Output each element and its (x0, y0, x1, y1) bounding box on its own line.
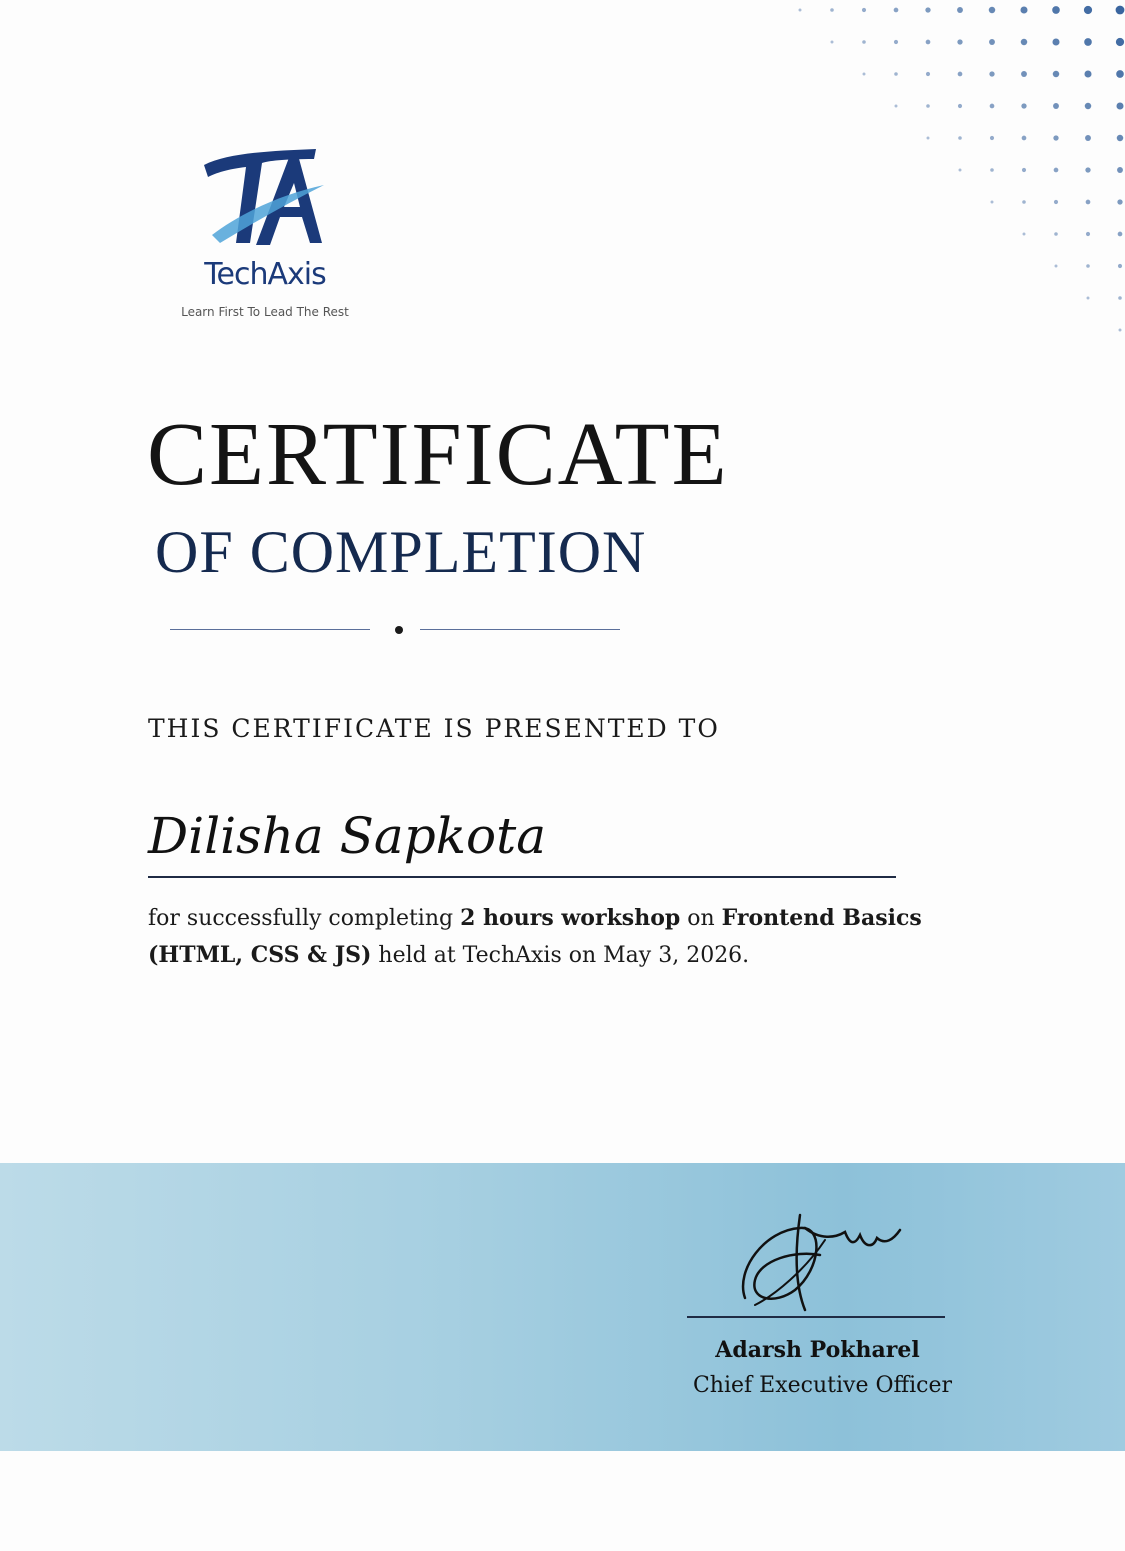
decorative-dot (1084, 6, 1092, 14)
description-text: for successfully completing (148, 906, 461, 931)
decorative-dot (1116, 70, 1124, 78)
decorative-dot (926, 72, 930, 76)
decorative-dot (1086, 264, 1090, 268)
decorative-dot (957, 39, 962, 44)
title-divider (170, 620, 630, 640)
logo-name: TechAxis (204, 257, 326, 292)
company-logo (150, 145, 380, 330)
description-text: held at TechAxis on May 3, 2026. (371, 943, 750, 968)
decorative-dot (1054, 200, 1058, 204)
decorative-dot (1117, 135, 1123, 141)
decorative-dot (1053, 135, 1058, 140)
decorative-dot (959, 169, 962, 172)
decorative-dot (894, 40, 898, 44)
decorative-dot (1117, 199, 1122, 204)
decorative-dot (1021, 103, 1026, 108)
divider-dot (395, 626, 403, 634)
signature-image (725, 1210, 915, 1315)
decorative-dot (925, 7, 930, 12)
certificate-title: CERTIFICATE (147, 405, 729, 504)
decorative-dot (1022, 168, 1026, 172)
certificate-subtitle: OF COMPLETION (155, 519, 647, 585)
decorative-dot (1119, 329, 1122, 332)
decorative-dot (894, 8, 899, 13)
decorative-dot (1085, 103, 1091, 109)
decorative-dot (1022, 136, 1027, 141)
decorative-dot (958, 104, 962, 108)
decorative-dot (989, 7, 995, 13)
decorative-dot (1087, 297, 1090, 300)
decorative-dot (1052, 38, 1059, 45)
decorative-dot (990, 104, 995, 109)
decorative-dot (1085, 135, 1091, 141)
decorative-dot (1084, 38, 1092, 46)
signer-title: Chief Executive Officer (692, 1373, 953, 1398)
decorative-dot (990, 136, 994, 140)
decorative-dot (1084, 70, 1091, 77)
decorative-dot (863, 73, 866, 76)
divider-line-right (420, 629, 620, 630)
decorative-dot (1118, 296, 1122, 300)
decorative-dot (895, 105, 898, 108)
decorative-dot (1053, 103, 1059, 109)
decorative-dot (957, 7, 963, 13)
decorative-dot (1053, 71, 1059, 77)
decorative-dot (989, 39, 995, 45)
certificate-description (148, 900, 948, 974)
decorative-dot (989, 71, 994, 76)
decorative-dot (1055, 265, 1058, 268)
decorative-dot (831, 41, 834, 44)
decorative-dot (1052, 6, 1060, 14)
decorative-dot (1021, 71, 1027, 77)
decorative-dot (1054, 232, 1058, 236)
decorative-dot (1116, 102, 1123, 109)
signer-name: Adarsh Pokharel (715, 1337, 920, 1363)
decorative-dot (927, 137, 930, 140)
decorative-dot (862, 8, 866, 12)
decorative-dot (1023, 233, 1026, 236)
techaxis-logo-mark-icon (198, 145, 328, 255)
decorative-dot (1020, 6, 1027, 13)
decorative-dot (799, 9, 802, 12)
logo-tagline: Learn First To Lead The Rest (181, 305, 349, 319)
signature-band (0, 1163, 1125, 1451)
decorative-dot (1118, 232, 1123, 237)
decorative-dot (926, 104, 930, 108)
decorative-dot (862, 40, 866, 44)
description-text: on (680, 906, 722, 931)
decorative-dot (1022, 200, 1026, 204)
decorative-dot (926, 40, 931, 45)
decorative-dot (991, 201, 994, 204)
decorative-dot (1021, 39, 1027, 45)
decorative-dot (1117, 167, 1123, 173)
decorative-dot (1116, 38, 1124, 46)
divider-line-left (170, 629, 370, 630)
decorative-dot (1085, 167, 1090, 172)
decorative-dot (990, 168, 994, 172)
decorative-dot (830, 8, 834, 12)
decorative-dot (1086, 200, 1091, 205)
description-duration: 2 hours workshop (460, 905, 681, 931)
decorative-dot (1118, 264, 1122, 268)
signature-line (687, 1316, 945, 1318)
decorative-dot (894, 72, 898, 76)
description-course: Frontend Basics (HTML, CSS & JS) (148, 905, 922, 968)
decorative-dot (1054, 168, 1059, 173)
decorative-dot (1116, 6, 1125, 15)
decorative-dot (1086, 232, 1090, 236)
recipient-name: Dilisha Sapkota (148, 806, 896, 878)
presented-to-label: THIS CERTIFICATE IS PRESENTED TO (148, 714, 720, 743)
decorative-dot (958, 72, 963, 77)
decorative-dot (958, 136, 962, 140)
